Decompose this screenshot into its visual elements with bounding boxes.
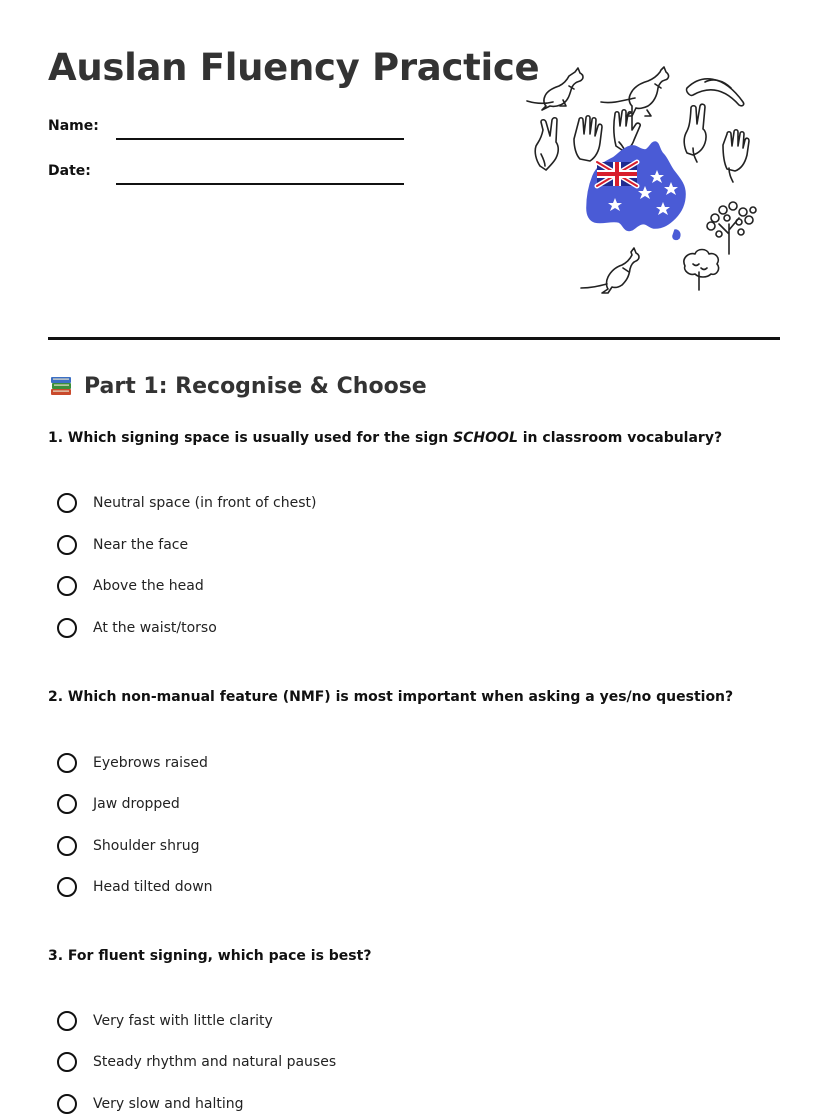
- q3-option-3[interactable]: Very slow and halting: [57, 1092, 244, 1116]
- name-label: Name:: [48, 118, 99, 134]
- question-2: 2. Which non-manual feature (NMF) is most important when asking a yes/no question?: [48, 689, 734, 705]
- emphasis-sign-word: SCHOOL: [453, 430, 518, 446]
- hand-sign-icon: [684, 104, 706, 162]
- q1-option-3[interactable]: Above the head: [57, 574, 204, 598]
- q1-option-2[interactable]: Near the face: [57, 533, 188, 557]
- hand-sign-icon: [535, 118, 558, 170]
- section-divider: [48, 337, 780, 340]
- australian-flag-icon: [597, 162, 637, 186]
- q2-option-2[interactable]: Jaw dropped: [57, 792, 180, 816]
- radio-button[interactable]: [57, 1011, 77, 1031]
- hand-sign-icon: [574, 116, 602, 161]
- kangaroo-icon: [601, 67, 669, 116]
- australia-map-icon: [587, 142, 685, 239]
- boomerang-icon: [687, 79, 744, 106]
- q2-option-4[interactable]: Head tilted down: [57, 875, 213, 899]
- tree-icon: [684, 250, 719, 291]
- radio-button[interactable]: [57, 576, 77, 596]
- q1-option-4[interactable]: At the waist/torso: [57, 616, 217, 640]
- radio-button[interactable]: [57, 535, 77, 555]
- radio-button[interactable]: [57, 753, 77, 773]
- q1-option-1[interactable]: Neutral space (in front of chest): [57, 491, 316, 515]
- name-line[interactable]: [116, 138, 404, 140]
- date-line[interactable]: [116, 183, 404, 185]
- radio-button[interactable]: [57, 836, 77, 856]
- question-1: 1. Which signing space is usually used for the sign SCHOOL in classroom vocabulary?: [48, 430, 723, 446]
- q2-option-1[interactable]: Eyebrows raised: [57, 751, 208, 775]
- radio-button[interactable]: [57, 794, 77, 814]
- hand-sign-icon: [723, 130, 749, 182]
- radio-button[interactable]: [57, 1052, 77, 1072]
- part1-title-text: Part 1: Recognise & Choose: [84, 373, 427, 399]
- q3-option-2[interactable]: Steady rhythm and natural pauses: [57, 1050, 336, 1074]
- q3-option-1[interactable]: Very fast with little clarity: [57, 1009, 273, 1033]
- question-3: 3. For fluent signing, which pace is best?: [48, 948, 372, 964]
- kangaroo-icon: [581, 248, 639, 293]
- australia-auslan-illustration: [515, 58, 765, 303]
- radio-button[interactable]: [57, 877, 77, 897]
- radio-button[interactable]: [57, 493, 77, 513]
- radio-button[interactable]: [57, 1094, 77, 1114]
- q2-option-3[interactable]: Shoulder shrug: [57, 834, 199, 858]
- books-icon: [48, 373, 74, 399]
- part1-title: [48, 373, 427, 399]
- kangaroo-icon: [527, 68, 583, 110]
- radio-button[interactable]: [57, 618, 77, 638]
- page-title: Auslan Fluency Practice: [48, 46, 540, 89]
- tree-icon: [707, 202, 756, 254]
- date-label: Date:: [48, 163, 91, 179]
